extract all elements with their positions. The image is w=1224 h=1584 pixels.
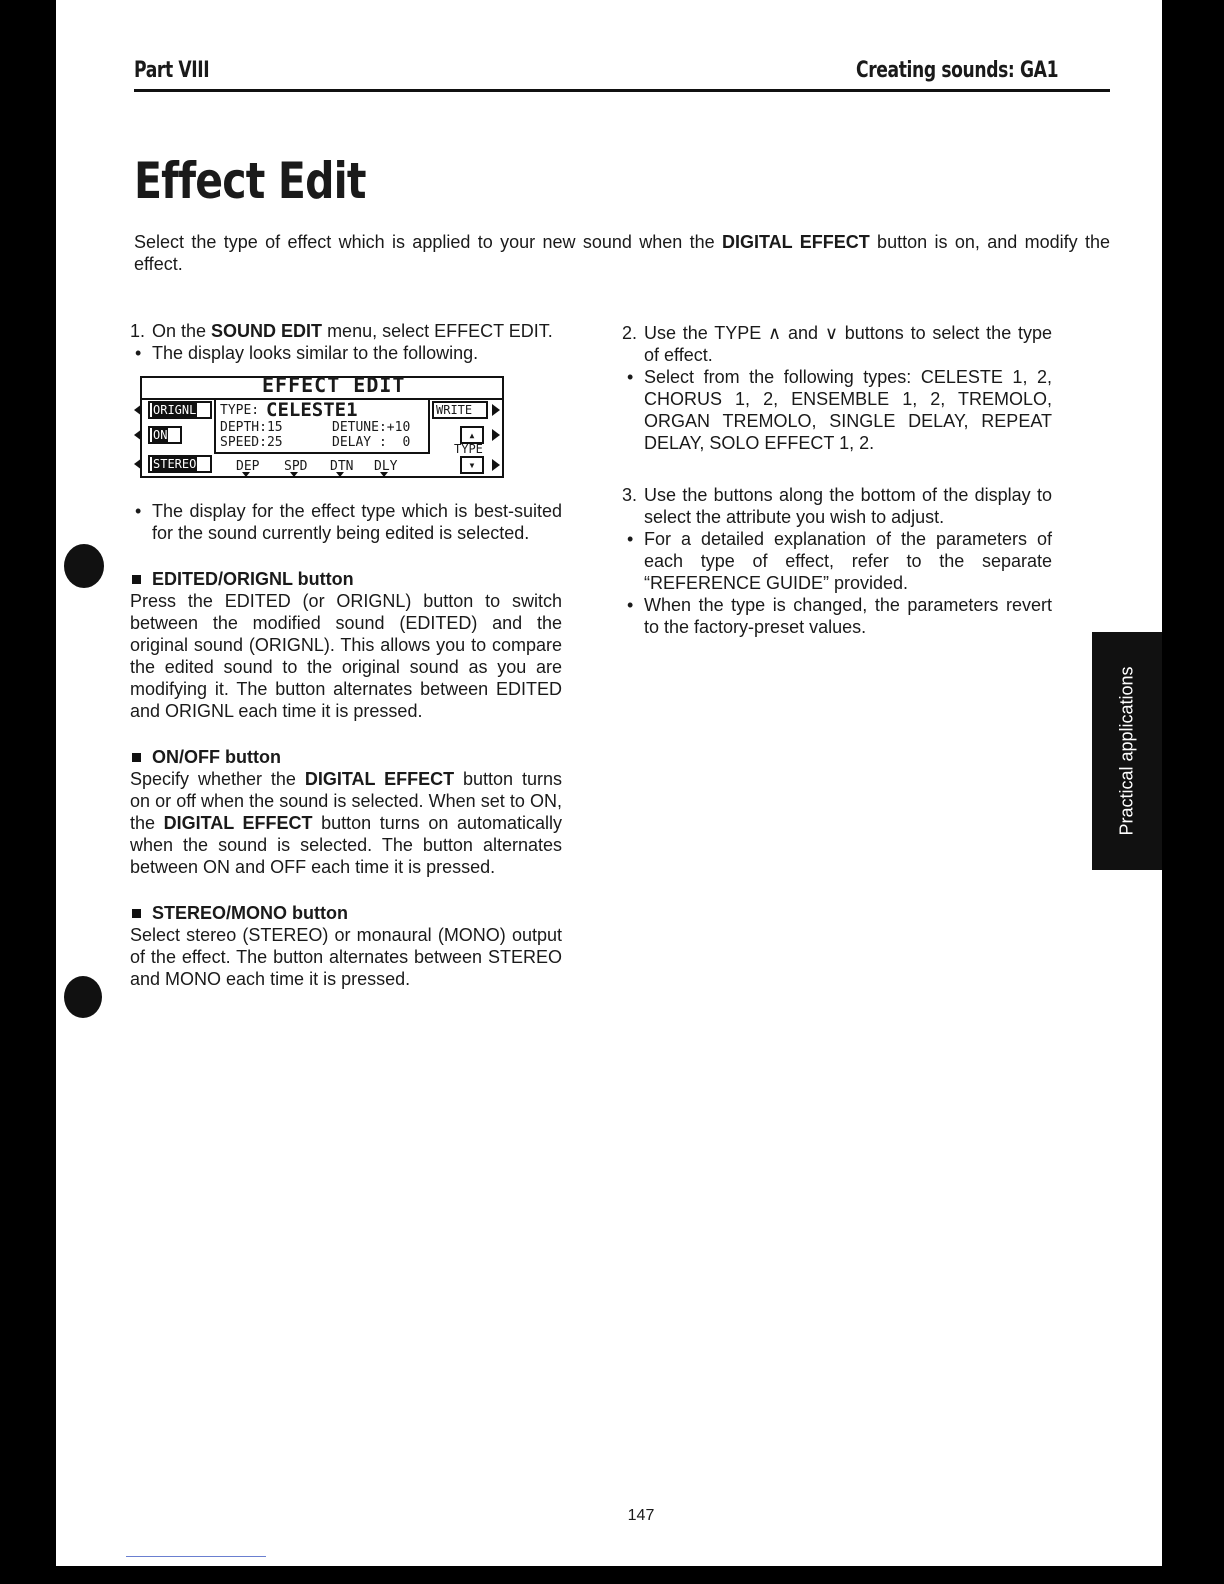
lcd-orignl-button[interactable] [148,401,212,419]
lcd-stereo-button[interactable] [148,455,212,473]
binder-hole-icon [64,544,104,588]
stereo-arrow-icon [134,458,142,470]
softkey-spd[interactable]: SPD [284,456,307,478]
header-rule [134,89,1110,92]
orignl-arrow-icon [134,404,142,416]
side-tab [1092,632,1162,870]
intro-paragraph [134,231,1110,275]
lcd-detune: DETUNE:+10 [332,420,411,435]
lcd-type-value: CELESTE1 [266,399,358,421]
lcd-on-label: ON [153,428,168,442]
lcd-type-label: TYPE: [220,403,260,418]
lcd-write-label: WRITE [436,403,473,417]
step-number: 2. [622,323,638,343]
manual-page [56,0,1162,1566]
intro-text-end: button is on, and modify the effect. [134,232,1110,274]
section-text-onoff [130,768,562,878]
step-text: Use the buttons along the bottom of the display to select the attribute you wish to adjust. [644,485,1052,527]
onoff-text-2: button turns on or off when the sound is selected. When set to ON, the [130,769,562,833]
step-text: Use the TYPE ∧ and ∨ buttons to select the type of effect. [644,323,1052,365]
lcd-display [134,373,506,480]
page-number: 147 [627,1507,655,1524]
lcd-stereo-label: STEREO [153,457,197,471]
step-1 [130,320,562,342]
lcd-title: EFFECT EDIT [262,373,406,397]
lcd-speed: SPEED:25 [220,435,283,450]
intro-bold: DIGITAL EFFECT [722,232,870,252]
lcd-write-button[interactable] [432,401,488,419]
lcd-type-side-label: TYPE [454,442,483,456]
left-column [130,320,562,990]
onoff-text-3: button turns on automatically when the sound is selected. The button alternates between ON and OFF each time it is pressed. [130,813,562,877]
type-up-icon: ▴ [468,428,476,442]
onoff-text-1: Specify whether the [130,769,305,789]
step-text-end: menu, select EFFECT EDIT. [322,321,553,341]
section-text-stereo: Select stereo (STEREO) or monaural (MONO) output of the effect. The button alternates between STEREO and MONO each time it is pressed. [130,925,562,989]
header-section: Creating sounds: GA1 [855,58,1058,83]
on-arrow-icon [134,429,142,441]
lcd-type-down-button[interactable] [460,456,484,474]
bullet-factory: • When the type is changed, the parameters revert to the factory-preset values. [622,594,1052,638]
side-tab-label: Practical applications [1116,666,1137,836]
section-heading-stereo: STEREO/MONO button [130,902,562,924]
page-title: Effect Edit [134,152,366,210]
write-arrow-icon [492,404,500,416]
lcd-divider-bottom [214,452,428,454]
step-3 [622,484,1052,528]
section-text-edited: Press the EDITED (or ORIGNL) button to switch between the modified sound (EDITED) and the original sound (ORIGNL). This allows you to compare the edited sound to the original sound as you are modifying it. The button alternates between EDITED and ORIGNL each time it is pressed. [130,591,562,721]
type-down-arrow-icon [492,459,500,471]
lcd-delay: DELAY : 0 [332,435,411,450]
lcd-orignl-label: ORIGNL [153,403,197,417]
step-number: 1. [130,321,146,341]
binder-hole-icon [64,976,102,1018]
lcd-on-button[interactable] [148,426,182,444]
bullet-display: • The display looks similar to the following. [130,342,562,364]
type-up-arrow-icon [492,429,500,441]
lcd-depth: DEPTH:15 [220,420,283,435]
softkey-dep[interactable]: DEP [236,456,259,478]
softkey-dtn[interactable]: DTN [330,456,353,478]
step-text: On the [152,321,212,341]
type-down-icon: ▾ [468,458,476,472]
lcd-divider-right [428,398,430,454]
scan-mark [126,1556,266,1557]
step-number: 3. [622,485,638,505]
lcd-divider-left [214,398,216,454]
bullet-reference: • For a detailed explanation of the parameters of each type of effect, refer to the separate “REFERENCE GUIDE” provided. [622,528,1052,594]
section-heading-edited: EDITED/ORIGNL button [130,568,562,590]
right-column [622,322,1052,638]
bullet-types: • Select from the following types: CELESTE 1, 2, CHORUS 1, 2, ENSEMBLE 1, 2, TREMOLO, ORGAN TREMOLO, SINGLE DELAY, REPEAT DELAY, SOLO EFFECT 1, 2. [622,366,1052,454]
intro-text: Select the type of effect which is applied to your new sound when the [134,232,723,252]
onoff-bold-1: DIGITAL EFFECT [304,769,455,789]
header-part: Part VIII [134,58,210,83]
bullet-best-suited: • The display for the effect type which is best-suited for the sound currently being edited is selected. [130,500,562,544]
softkey-dly[interactable]: DLY [374,456,397,478]
onoff-bold-2: DIGITAL EFFECT [163,813,313,833]
section-heading-onoff: ON/OFF button [130,746,562,768]
step-2 [622,322,1052,366]
step-bold: SOUND EDIT [211,321,323,341]
